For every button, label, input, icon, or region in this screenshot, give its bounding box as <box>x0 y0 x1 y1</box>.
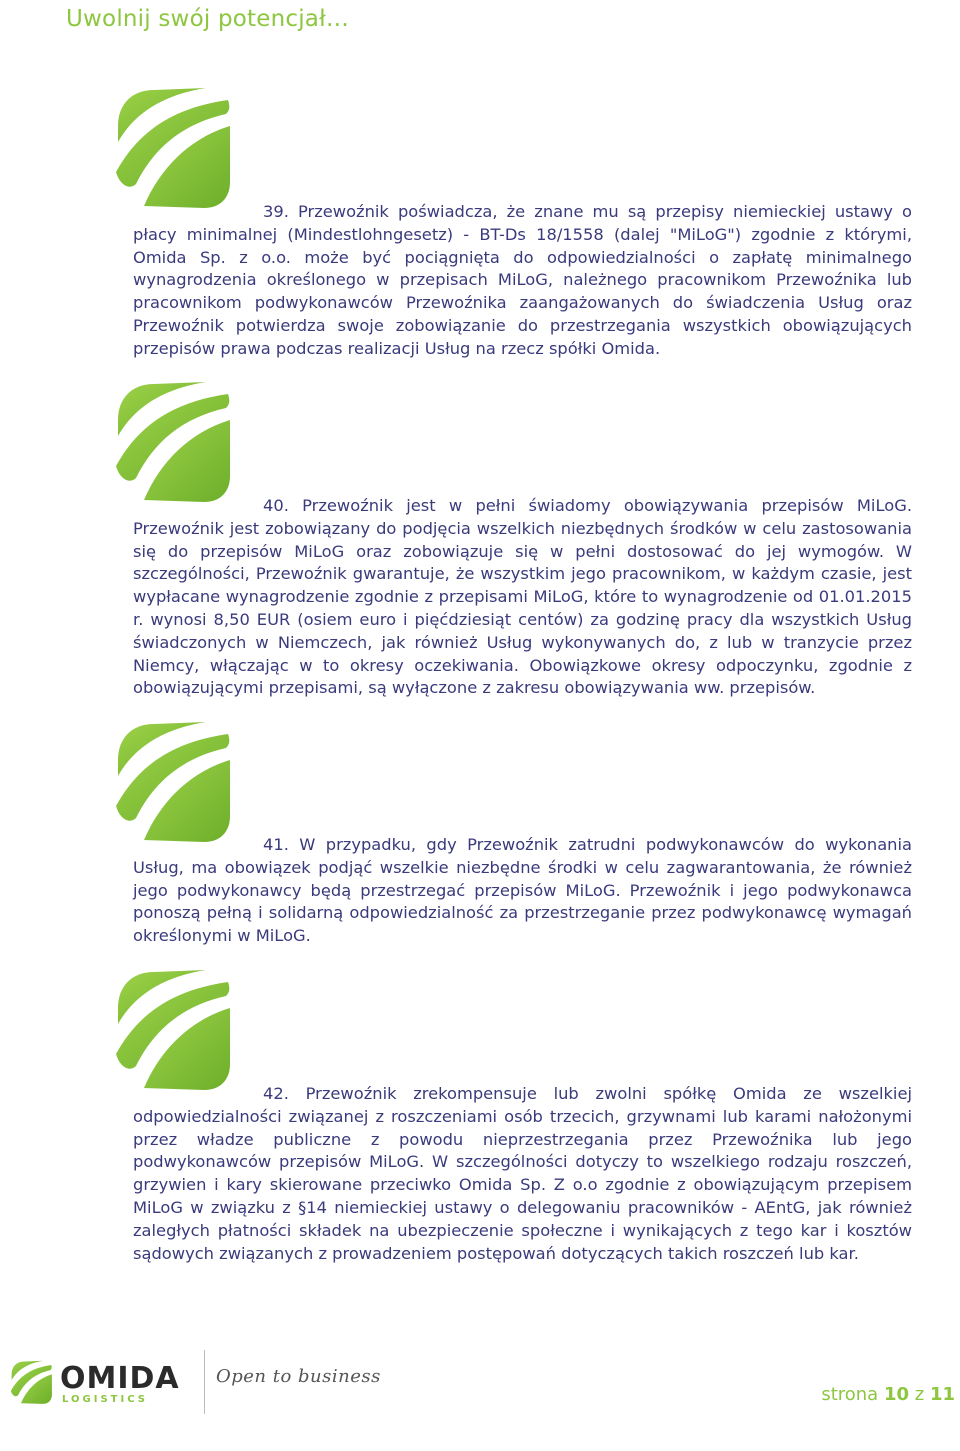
footer-slogan: Open to business <box>216 1366 381 1387</box>
omida-leaf-icon <box>108 968 234 1092</box>
logo-word: OMIDA <box>60 1361 180 1396</box>
paragraph-41: 41. W przypadku, gdy Przewoźnik zatrudni podwykonawców do wykonania Usług, ma obowiązek podjąć wszelkie niezbędne środki w celu zagwarantowania, że również jego podwykonawcy będą przestrzegać przepisów MiLoG. Przewoźnik i jego podwykonawca ponoszą pełną i solidarną odpowiedzialność za przestrzeganie przez podwykonawcę wymagań określonymi w MiLoG. <box>133 835 912 946</box>
paragraph-39: 39. Przewoźnik poświadcza, że znane mu są przepisy niemieckiej ustawy o płacy minimalnej (Mindestlohngesetz) - BT-Ds 18/1558 (dalej "MiLoG") zgodnie z którymi, Omida Sp. z o.o. może być pociągnięta do odpowiedzialności o zapłatę minimalnego wynagrodzenia określonego w przepisach MiLoG, należnego pracownikom Przewoźnika lub pracownikom podwykonawców Przewoźnika zaangażowanych do świadczenia Usług oraz Przewoźnik potwierdza swoje zobowiązanie do przestrzegania wszystkich obowiązujących przepisów prawa podczas realizacji Usług na rzecz spółki Omida. <box>133 202 912 358</box>
page-header-title: Uwolnij swój potencjał… <box>66 6 350 32</box>
omida-leaf-icon <box>108 86 234 210</box>
footer-divider <box>204 1350 205 1414</box>
paragraph-42: 42. Przewoźnik zrekompensuje lub zwolni spółkę Omida ze wszelkiej odpowiedzialności związanej z roszczeniami osób trzecich, grzywnami lub karami nałożonymi przez władze publiczne z powodu nieprzestrzegania przez Przewoźnika lub jego podwykonawców przepisów MiLoG. W szczególności dotyczy to wszelkiego rodzaju roszczeń, grzywien i kary skierowane przeciwko Omida Sp. Z o.o zgodnie z obowiązującym przepisem MiLoG w związku z §14 niemieckiej ustawy o delegowaniu pracowników - AEntG, jak również zaległych płatności składek na ubezpieczenie społeczne i wynikających z tego kar i kosztów sądowych związanych z prowadzeniem postępowań dotyczących takich roszczeń lub kar. <box>133 1084 912 1263</box>
page-total: 11 <box>929 1384 955 1405</box>
page-label: strona <box>821 1384 879 1405</box>
page-number <box>821 1384 955 1405</box>
logo-sub: LOGISTICS <box>62 1394 148 1405</box>
omida-leaf-icon <box>108 380 234 504</box>
paragraph-40: 40. Przewoźnik jest w pełni świadomy obowiązywania przepisów MiLoG. Przewoźnik jest zobowiązany do podjęcia wszelkich niezbędnych środków w celu zastosowania się do przepisów MiLoG oraz zobowiązuje się w pełni dostosować do jej wymogów. W szczególności, Przewoźnik gwarantuje, że wszystkim jego pracownikom, w każdym czasie, jest wypłacane wynagrodzenie zgodnie z przepisami MiLoG, które to wynagrodzenie od 01.01.2015 r. wynosi 8,50 EUR (osiem euro i pięćdziesiąt centów) za godzinę pracy dla wszystkich Usług świadczonych w Niemczech, jak również Usług wykonywanych do, z lub w tranzycie przez Niemcy, włączając w to okresy oczekiwania. Obowiązkowe okresy odpoczynku, zgodnie z obowiązującymi przepisami, są wyłączone z zakresu obowiązywania ww. przepisów. <box>133 496 912 698</box>
page-separator: z <box>914 1384 925 1405</box>
omida-leaf-icon <box>108 720 234 844</box>
omida-logo <box>8 1356 198 1406</box>
page-current: 10 <box>883 1384 910 1405</box>
